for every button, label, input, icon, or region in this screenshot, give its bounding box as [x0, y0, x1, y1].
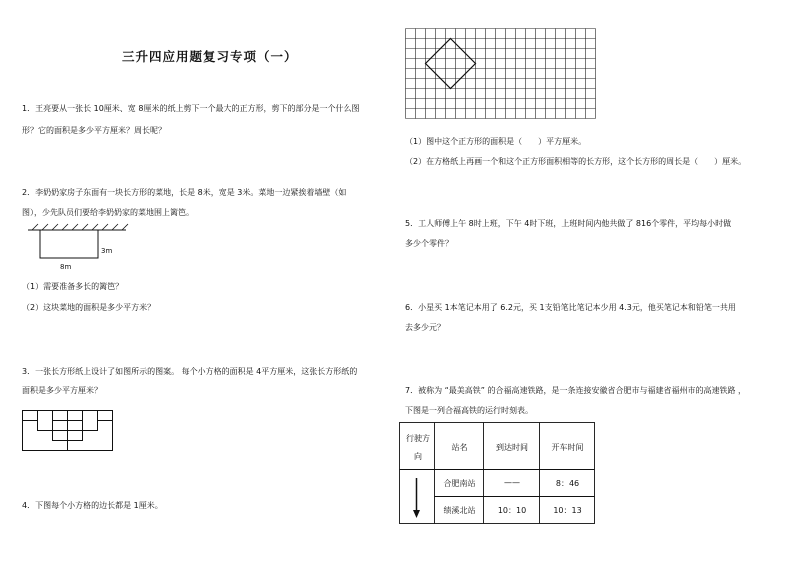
- q2-sub2: （2）这块菜地的面积是多少平方米？: [22, 303, 156, 312]
- q1-line1: 1．王亮要从一张长 10厘米、宽 8厘米的纸上剪下一个最大的正方形，剪下的部分是一个什么图: [22, 104, 360, 113]
- q2-line1: 2．李奶奶家房子东面有一块长方形的菜地，长是 8米，宽是 3米。菜地一边紧挨着墙壁（如: [22, 188, 347, 197]
- q2-line2: 图），少先队员们要给李奶奶家的菜地围上篱笆。: [22, 208, 194, 217]
- timetable-row2-departure: 10：13: [553, 506, 582, 515]
- timetable-row1-departure: 8：46: [555, 479, 580, 488]
- q7-line1: 7．被称为 “最美高铁” 的合福高速铁路，是一条连接安徽省合肥市与福建省福州市的高速铁路 ，: [405, 386, 747, 395]
- q1-line2: 形？它的面积是多少平方厘米？周长呢？: [22, 126, 166, 135]
- timetable-row2-arrival: 10：10: [497, 506, 527, 515]
- timetable-header-direction-line1: 行驶方: [406, 434, 430, 443]
- page-title: 三升四应用题复习专项（一）: [122, 49, 298, 64]
- timetable-header-station: 站名: [451, 443, 468, 452]
- q3-line1: 3．一张长方形纸上设计了如图所示的图案。 每个小方格的面积是 4平方厘米，这张长方形纸的: [22, 367, 358, 376]
- timetable-header-departure: 开车时间: [551, 443, 584, 452]
- q2-width-label: 8m: [60, 263, 72, 271]
- timetable-header-direction-line2: 向: [414, 452, 422, 461]
- q6-line2: 去多少元？: [405, 323, 445, 332]
- q2-height-label: 3m: [101, 247, 113, 255]
- q2-garden-rect: [40, 230, 98, 258]
- q4-sub1: （1）图中这个正方形的面积是（ ）平方厘米。: [405, 137, 587, 146]
- q5-line2: 多少个零件？: [405, 239, 453, 248]
- q4-grid-figure: [405, 28, 595, 124]
- q4-line1: 4．下图每个小方格的边长都是 1厘米。: [22, 501, 163, 510]
- q2-sub1: （1）需要准备多长的篱笆？: [22, 282, 124, 291]
- q6-line1: 6．小星买 1本笔记本用了 6.2元，买 1支铅笔比笔记本少用 4.3元，他买笔记本和铅笔一共用: [405, 303, 736, 312]
- q4-sub2: （2）在方格纸上再画一个和这个正方形面积相等的长方形，这个长方形的周长是（ ）厘米。: [405, 157, 747, 166]
- direction-arrow-head: [413, 510, 420, 518]
- q7-line2: 下图是一列合福高铁的运行时刻表。: [405, 406, 533, 415]
- timetable-row1-station: 合肥南站: [443, 479, 476, 488]
- timetable-row2-station: 绩溪北站: [443, 506, 476, 515]
- q3-pattern-figure: [22, 410, 114, 452]
- timetable-row1-arrival: ——: [504, 478, 520, 487]
- q5-line1: 5．工人师傅上午 8时上班，下午 4时下班，上班时间内他共做了 816个零件，平均每小时做: [405, 219, 732, 228]
- q4-tilted-square: [426, 39, 476, 89]
- timetable-header-arrival: 到达时间: [496, 443, 528, 452]
- q3-line2: 面积是多少平方厘米？: [22, 386, 102, 395]
- q2-garden-figure: [22, 226, 132, 276]
